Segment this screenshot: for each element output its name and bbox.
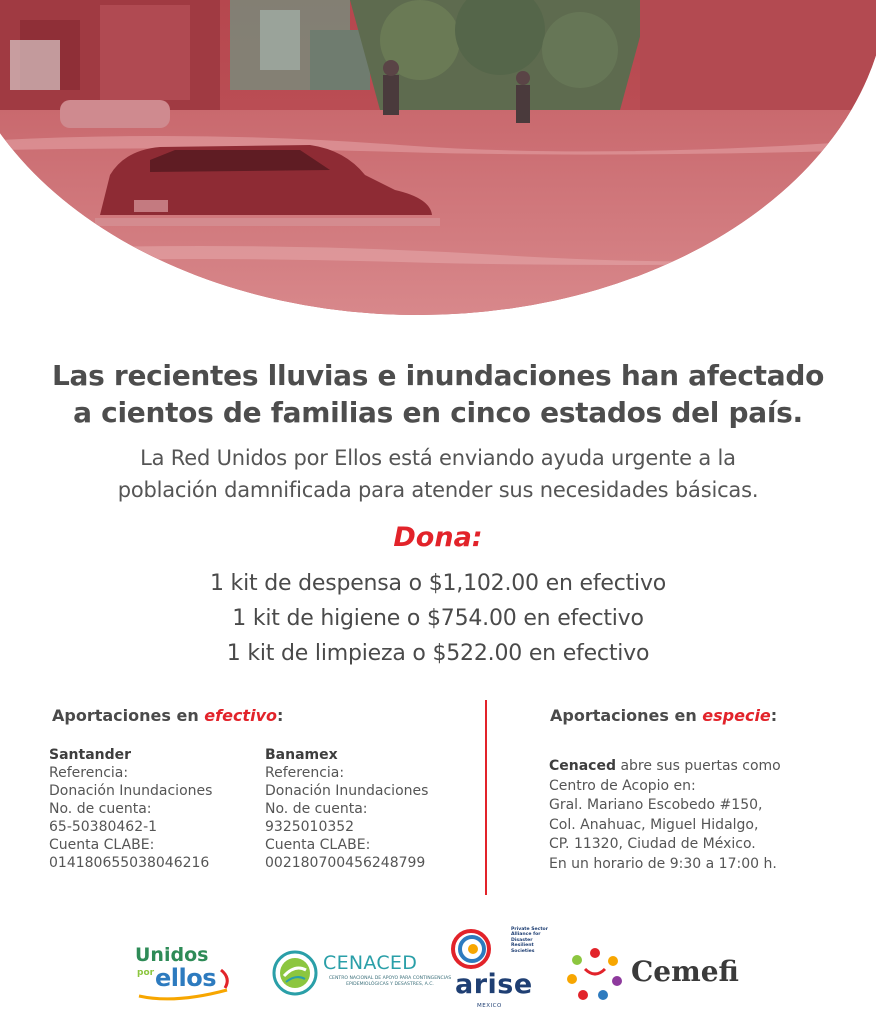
schedule: En un horario de 9:30 a 17:00 h.	[549, 855, 777, 872]
bank-name: Santander	[49, 747, 132, 763]
kit-item-higiene: 1 kit de higiene o $754.00 en efectivo	[232, 606, 644, 631]
reference-label: Referencia:	[49, 765, 129, 781]
headline-line-1: Las recientes lluvias e inundaciones han afectado	[51, 359, 825, 392]
collection-line-2: Centro de Acopio en:	[549, 777, 696, 794]
subheadline	[0, 442, 876, 506]
logo-cenaced-name: CENACED	[323, 952, 418, 974]
logo-arise-name: arise	[455, 969, 533, 1000]
address-line-1: Gral. Mariano Escobedo #150,	[549, 797, 763, 813]
collection-line-1	[549, 757, 781, 777]
bank-santander	[49, 746, 212, 872]
logo-unidos-word-3: ellos	[155, 964, 217, 992]
logo-unidos-word-1: Unidos	[135, 944, 209, 966]
kit-item-limpieza: 1 kit de limpieza o $522.00 en efectivo	[226, 641, 650, 666]
reference-label: Referencia:	[265, 765, 345, 781]
globe-emblem-icon	[272, 950, 318, 996]
logo-cenaced	[272, 948, 457, 998]
logo-arise-country: MEXICO	[477, 1003, 502, 1009]
logo-unidos-por-ellos	[135, 944, 235, 1004]
hero-image	[0, 0, 876, 330]
subheadline-line-2: población damnificada para atender sus necesidades básicas.	[117, 478, 759, 502]
dona-label: Dona:	[393, 522, 483, 553]
swirl-emblem-icon	[451, 929, 495, 969]
subheadline-line-1: La Red Unidos por Ellos está enviando ayuda urgente a la	[140, 446, 736, 470]
reference-value: Donación Inundaciones	[265, 783, 429, 799]
section-title-accent: especie	[702, 706, 771, 725]
account-value: 65-50380462-1	[49, 819, 158, 835]
account-label: No. de cuenta:	[265, 801, 368, 817]
collection-line-1-rest: abre sus puertas como	[616, 758, 781, 774]
kit-list	[0, 566, 876, 671]
logo-cenaced-subtitle: CENTRO NACIONAL DE APOYO PARA CONTINGENCIAS EPIDEMIOLÓGICAS Y DESASTRES, A.C.	[328, 976, 452, 987]
section-title-prefix: Aportaciones en	[550, 706, 703, 725]
people-circle-icon	[565, 945, 625, 1001]
logo-arise-tagline: Private Sector Alliance for Disaster Resilient Societies	[511, 927, 548, 954]
section-title-prefix: Aportaciones en	[52, 706, 205, 725]
flood-photo-icon	[0, 0, 876, 330]
column-divider	[485, 700, 487, 895]
section-title-suffix: :	[770, 706, 778, 725]
collection-center-info	[549, 757, 781, 874]
account-value: 9325010352	[265, 819, 355, 835]
section-title-efectivo	[52, 706, 283, 725]
account-label: No. de cuenta:	[49, 801, 152, 817]
reference-value: Donación Inundaciones	[49, 783, 213, 799]
address-line-3: CP. 11320, Ciudad de México.	[549, 836, 756, 852]
logo-unidos-word-2: por	[137, 968, 155, 978]
clabe-label: Cuenta CLABE:	[49, 837, 155, 853]
bank-banamex	[265, 746, 428, 872]
kit-item-despensa: 1 kit de despensa o $1,102.00 en efectivo	[209, 571, 667, 596]
headline-line-2: a cientos de familias en cinco estados del país.	[73, 396, 803, 429]
logo-cemefi	[565, 945, 750, 1001]
section-title-especie	[550, 706, 777, 725]
logo-cemefi-name: Cemefi	[631, 955, 739, 988]
section-title-suffix: :	[276, 706, 284, 725]
headline	[0, 357, 876, 431]
clabe-label: Cuenta CLABE:	[265, 837, 371, 853]
clabe-value: 014180655038046216	[49, 855, 210, 871]
section-title-accent: efectivo	[204, 706, 277, 725]
clabe-value: 002180700456248799	[265, 855, 426, 871]
bank-name: Banamex	[265, 747, 338, 763]
unidos-swirl-icon	[135, 944, 235, 1004]
logo-arise	[447, 927, 547, 1013]
org-name: Cenaced	[549, 758, 616, 774]
address-line-2: Col. Anahuac, Miguel Hidalgo,	[549, 816, 759, 833]
